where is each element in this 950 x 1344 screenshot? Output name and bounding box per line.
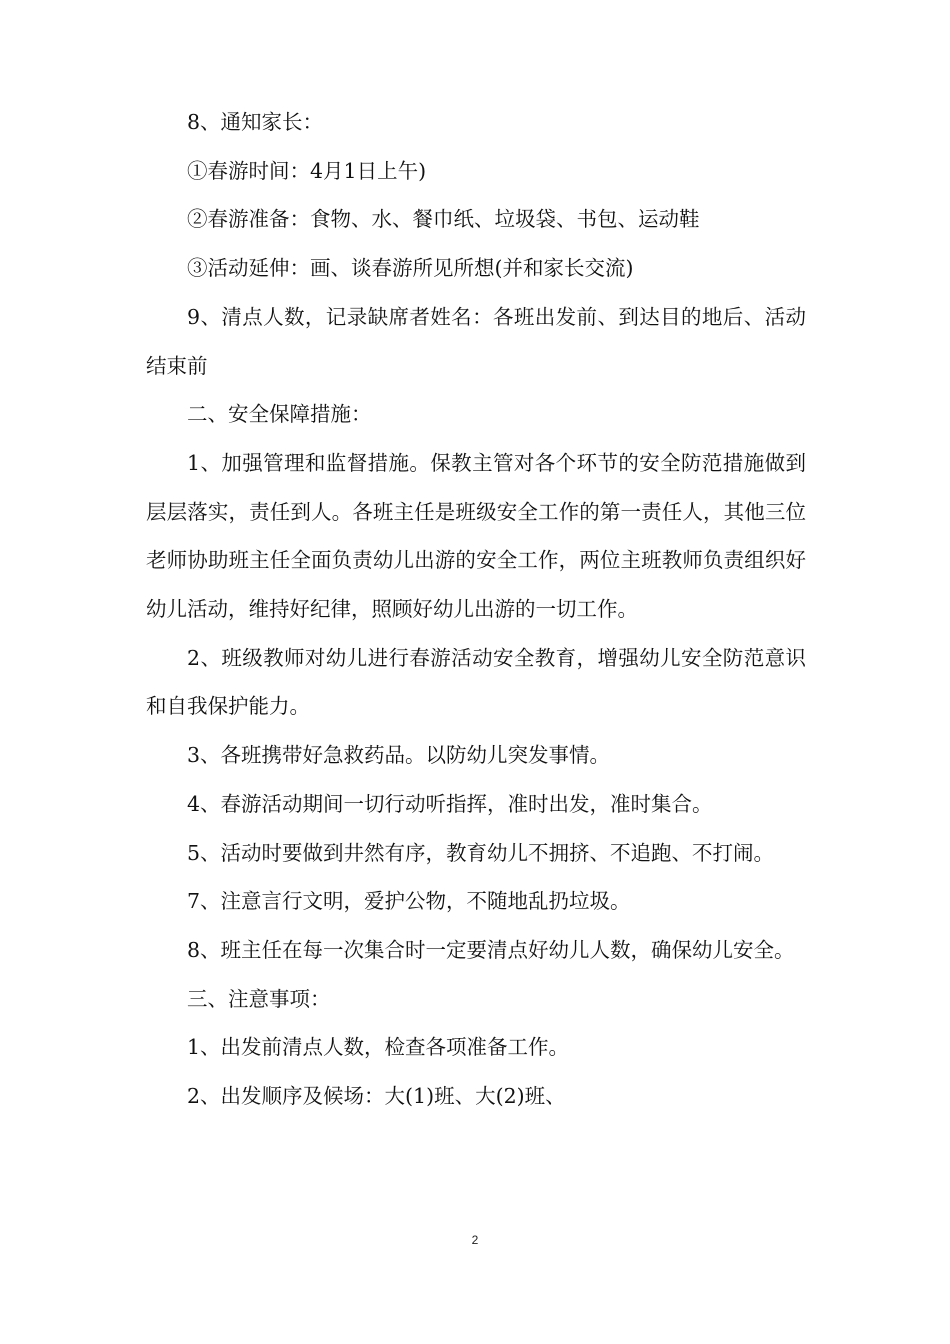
paragraph: 1、加强管理和监督措施。保教主管对各个环节的安全防范措施做到层层落实，责任到人。各班主任是班级安全工作的第一责任人，其他三位老师协助班主任全面负责幼儿出游的安全工作，两位主班教师负责组织好幼儿活动，维持好纪律，照顾好幼儿出游的一切工作。	[146, 450, 806, 622]
paragraph: ②春游准备：食物、水、餐巾纸、垃圾袋、书包、运动鞋	[187, 207, 700, 232]
paragraph: 5、活动时要做到井然有序，教育幼儿不拥挤、不追跑、不打闹。	[187, 840, 775, 865]
section-heading: 二、安全保障措施：	[187, 402, 372, 427]
paragraph: 9、清点人数，记录缺席者姓名：各班出发前、到达目的地后、活动结束前	[146, 304, 806, 378]
paragraph: 2、班级教师对幼儿进行春游活动安全教育，增强幼儿安全防范意识和自我保护能力。	[146, 645, 806, 719]
paragraph: 7、注意言行文明，爱护公物，不随地乱扔垃圾。	[187, 889, 631, 914]
page-number: 2	[471, 1233, 479, 1247]
paragraph: 1、出发前清点人数，检查各项准备工作。	[187, 1035, 570, 1060]
paragraph: 8、班主任在每一次集合时一定要清点好幼儿人数，确保幼儿安全。	[187, 937, 795, 962]
paragraph: 3、各班携带好急救药品。以防幼儿突发事情。	[187, 743, 611, 768]
paragraph: ③活动延伸：画、谈春游所见所想(并和家长交流)	[187, 256, 634, 281]
paragraph: 4、春游活动期间一切行动听指挥，准时出发，准时集合。	[187, 791, 713, 816]
section-heading: 三、注意事项：	[187, 986, 331, 1011]
paragraph: ①春游时间：4月1日上午)	[187, 158, 427, 183]
document-body	[146, 98, 806, 1121]
paragraph: 8、通知家长：	[187, 110, 324, 134]
paragraph: 2、出发顺序及候场：大(1)班、大(2)班、	[187, 1084, 566, 1109]
